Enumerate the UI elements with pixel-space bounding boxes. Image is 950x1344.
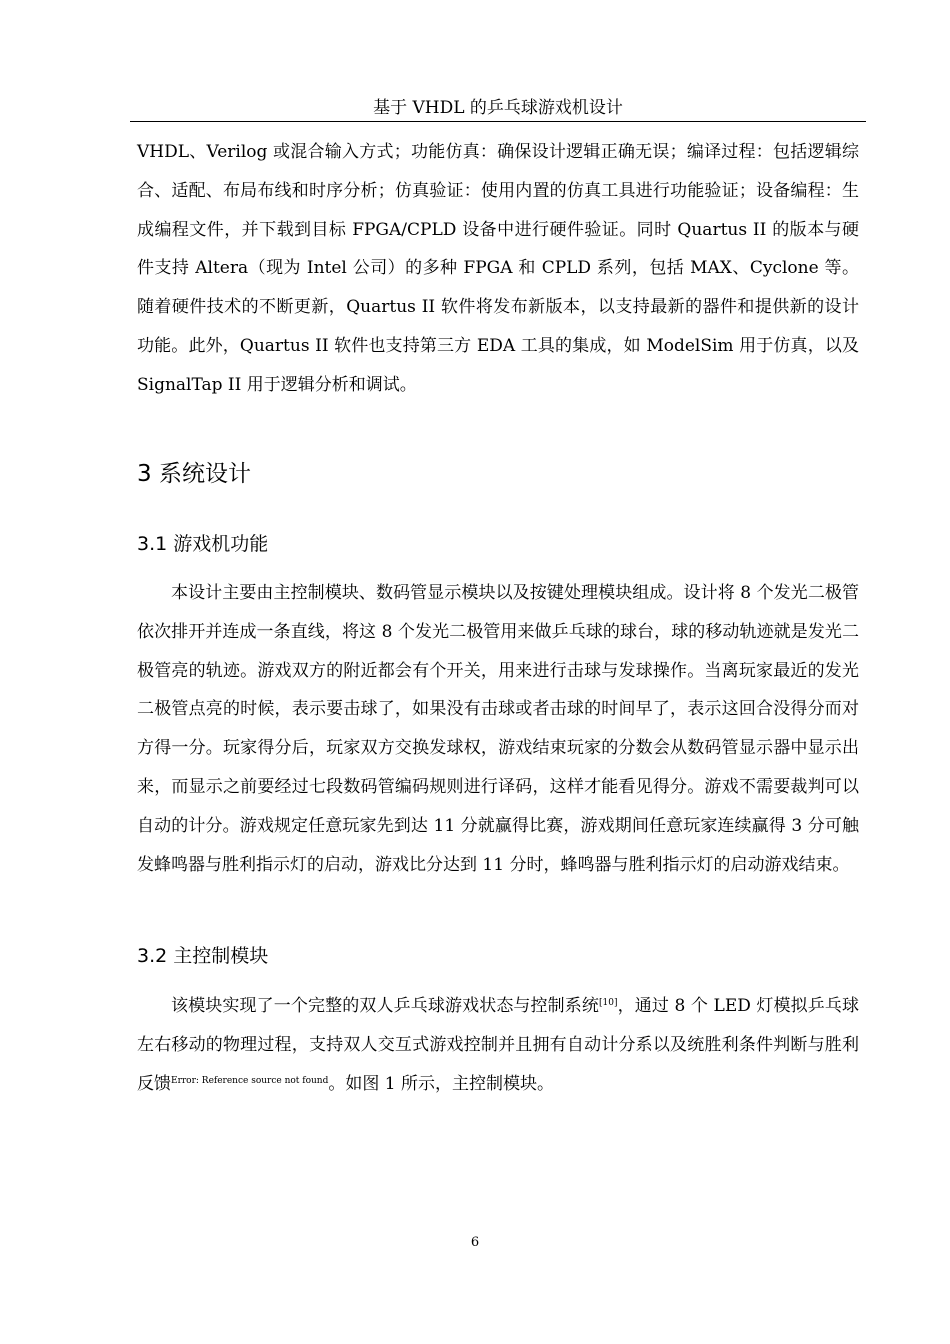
paragraph-text: ，通过 8 个 LED 灯模拟乒乓球左右移动的物理过程，支持双人交互式游戏控制并且拥有自动计分系以及统胜利条件判断与胜利反馈	[137, 996, 859, 1094]
paragraph-text: 该模块实现了一个完整的双人乒乓球游戏状态与控制系统	[171, 996, 600, 1016]
running-header: 基于 VHDL 的乒乓球游戏机设计	[130, 93, 866, 122]
section-3-1-paragraph: 本设计主要由主控制模块、数码管显示模块以及按键处理模块组成。设计将 8 个发光二极管依次排开并连成一条直线，将这 8 个发光二极管用来做乒乓球的球台，球的移动轨迹就是发光二极管亮的轨迹。游戏双方的附近都会有个开关，用来进行击球与发球操作。当离玩家最近的发光二极管点亮的时候，表示要击球了，如果没有击球或者击球的时间早了，表示这回合没得分而对方得一分。玩家得分后，玩家双方交换发球权，游戏结束玩家的分数会从数码管显示器中显示出来，而显示之前要经过七段数码管编码规则进行译码，这样才能看见得分。游戏不需要裁判可以自动的计分。游戏规定任意玩家先到达 11 分就赢得比赛，游戏期间任意玩家连续赢得 3 分可触发蜂鸣器与胜利指示灯的启动，游戏比分达到 11 分时，蜂鸣器与胜利指示灯的启动游戏结束。	[137, 583, 859, 875]
chapter-heading: 3 系统设计	[137, 461, 251, 487]
section-3-1-heading: 3.1 游戏机功能	[137, 533, 269, 555]
page-number: 6	[470, 1235, 480, 1250]
section-3-2-heading: 3.2 主控制模块	[137, 945, 269, 967]
section-3-2-paragraph	[137, 987, 859, 1103]
broken-reference: Error: Reference source not found	[171, 1075, 329, 1086]
paragraph-text: 。如图 1 所示，主控制模块。	[328, 1073, 554, 1094]
citation-ref[interactable]: [10]	[599, 998, 618, 1008]
intro-paragraph: VHDL、Verilog 或混合输入方式；功能仿真：确保设计逻辑正确无误；编译过程：包括逻辑综合、适配、布局布线和时序分析；仿真验证：使用内置的仿真工具进行功能验证；设备编程：生成编程文件，并下载到目标 FPGA/CPLD 设备中进行硬件验证。同时 Quartus II 的版本与硬件支持 Altera（现为 Intel 公司）的多种 FPGA 和 CPLD 系列，包括 MAX、Cyclone 等。随着硬件技术的不断更新，Quartus II 软件将发布新版本，以支持最新的器件和提供新的设计功能。此外，Quartus II 软件也支持第三方 EDA 工具的集成，如 ModelSim 用于仿真，以及 SignalTap II 用于逻辑分析和调试。	[137, 142, 859, 395]
